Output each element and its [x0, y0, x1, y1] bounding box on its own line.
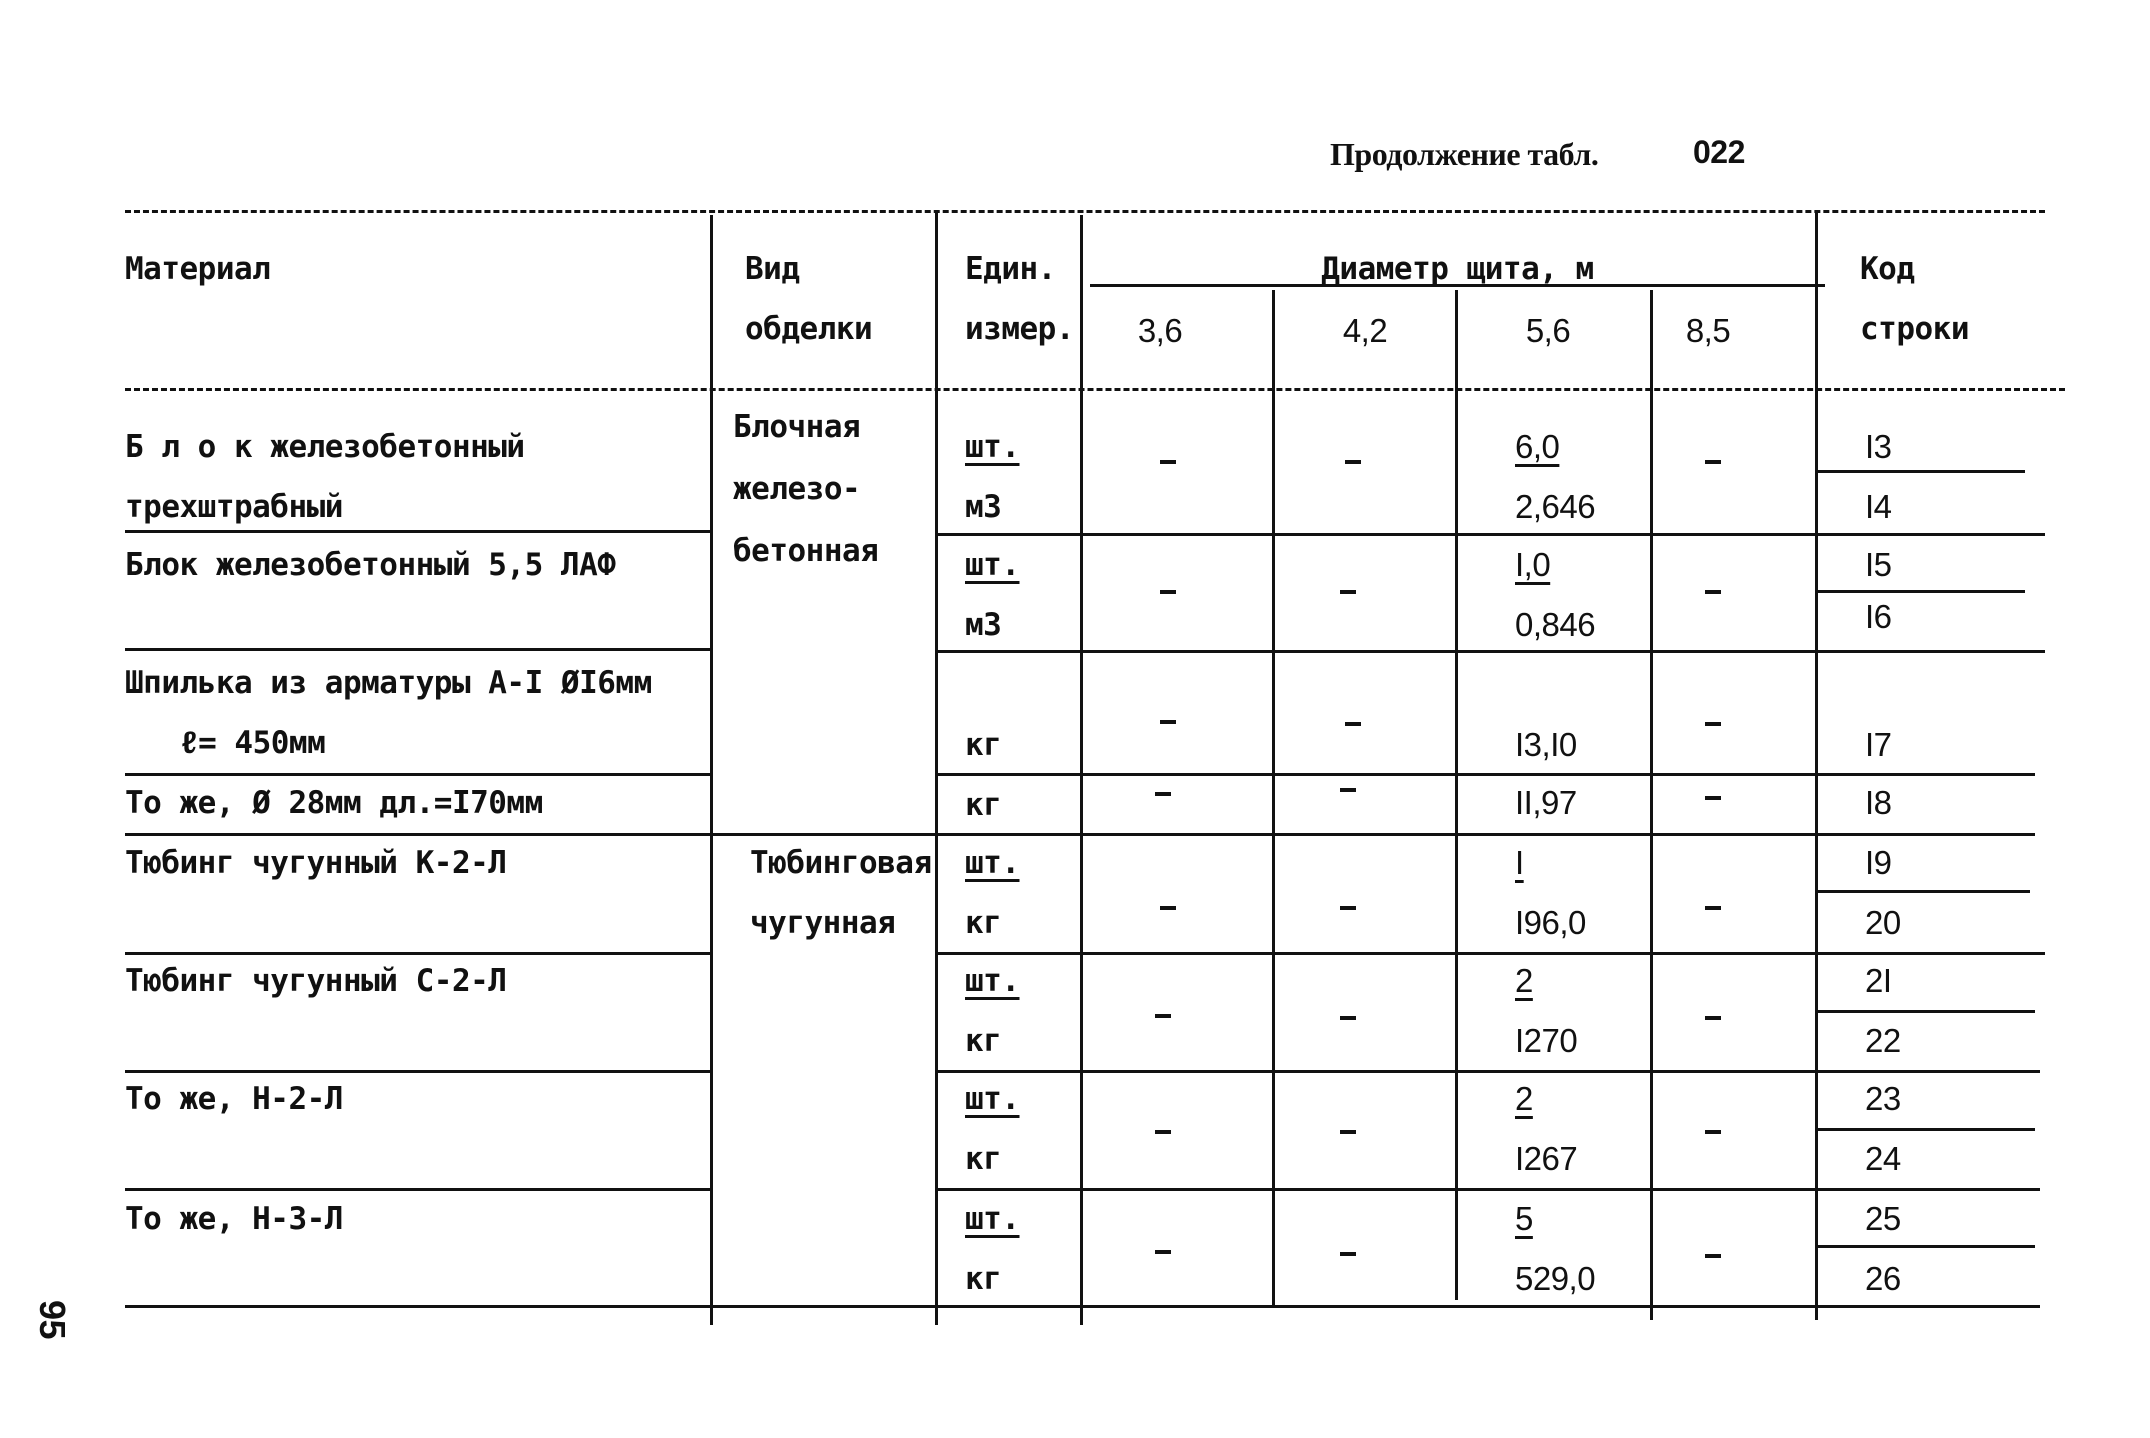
unit-label: шт. [965, 963, 1020, 999]
material-name: То же, Н-3-Л [125, 1201, 343, 1237]
unit-label: шт. [965, 429, 1020, 465]
empty-value-dash [1160, 460, 1176, 464]
row-rule [125, 648, 713, 651]
header-diameter-value: 5,6 [1525, 312, 1571, 349]
code-rule [1815, 1010, 2035, 1013]
row-rule [125, 773, 713, 776]
empty-value-dash [1340, 1016, 1356, 1020]
empty-value-dash [1340, 1252, 1356, 1256]
value-mass: I3,I0 [1515, 726, 1577, 763]
header-diameter-value: 4,2 [1342, 312, 1388, 349]
col-rule-d4 [1650, 290, 1653, 1320]
row-rule [935, 533, 1815, 536]
unit-label: кг [965, 787, 1002, 823]
material-name: То же, Н-2-Л [125, 1081, 343, 1117]
table-number: 022 [1693, 134, 1745, 170]
unit-label: кг [965, 727, 1002, 763]
header-finish: Вид [745, 251, 800, 287]
empty-value-dash [1705, 1254, 1721, 1258]
unit-label: шт. [965, 547, 1020, 583]
row-code: 23 [1865, 1080, 1901, 1117]
unit-label: шт. [965, 845, 1020, 881]
row-rule [935, 650, 1815, 653]
row-rule [125, 952, 713, 955]
value-mass: II,97 [1515, 784, 1577, 821]
empty-value-dash [1155, 1250, 1171, 1254]
finish-type-label: Блочная [733, 409, 861, 445]
row-code: I4 [1865, 488, 1892, 525]
value-count: 2 [1515, 1080, 1533, 1117]
empty-value-dash [1155, 792, 1171, 796]
empty-value-dash [1340, 590, 1356, 594]
row-code: 20 [1865, 904, 1901, 941]
unit-label: кг [965, 905, 1002, 941]
value-mass: I96,0 [1515, 904, 1586, 941]
finish-type-label: Тюбинговая [750, 845, 932, 881]
page-number: 95 [32, 1300, 73, 1340]
value-mass: I267 [1515, 1140, 1578, 1177]
top-dashed-rule [125, 210, 2045, 213]
empty-value-dash [1345, 460, 1361, 464]
finish-type-label: бетонная [733, 533, 879, 569]
unit-label: м3 [965, 607, 1002, 643]
code-rule [1815, 1188, 2040, 1191]
code-rule [1815, 650, 2045, 653]
empty-value-dash [1160, 590, 1176, 594]
code-rule [1815, 1245, 2035, 1248]
row-code: 25 [1865, 1200, 1901, 1237]
row-code: I5 [1865, 546, 1892, 583]
unit-label: шт. [965, 1201, 1020, 1237]
col-rule-d1 [1080, 215, 1083, 1325]
value-count: 5 [1515, 1200, 1533, 1237]
empty-value-dash [1705, 796, 1721, 800]
empty-value-dash [1155, 1014, 1171, 1018]
row-rule [935, 773, 1815, 776]
row-code: 26 [1865, 1260, 1901, 1297]
row-rule [125, 833, 2035, 836]
row-code: I7 [1865, 726, 1892, 763]
header-diameter-value: 8,5 [1685, 312, 1731, 349]
value-count: I [1515, 844, 1524, 881]
empty-value-dash [1160, 720, 1176, 724]
row-code: 22 [1865, 1022, 1901, 1059]
header-code: строки [1860, 311, 1969, 347]
header-unit: измер. [965, 311, 1074, 347]
row-code: 2I [1865, 962, 1892, 999]
empty-value-dash [1155, 1130, 1171, 1134]
header-diameter-value: 3,6 [1137, 312, 1183, 349]
header-finish: обделки [745, 311, 873, 347]
value-count: 2 [1515, 962, 1533, 999]
material-name: трехштрабный [125, 489, 343, 525]
material-name: ℓ= 450мм [180, 725, 326, 761]
material-name: Тюбинг чугунный К-2-Л [125, 845, 507, 881]
row-rule [125, 530, 713, 533]
header-code: Код [1860, 251, 1915, 287]
value-count: 6,0 [1515, 428, 1560, 465]
empty-value-dash [1340, 788, 1356, 792]
row-rule [935, 952, 1815, 955]
unit-label: шт. [965, 1081, 1020, 1117]
row-rule [935, 1188, 1815, 1191]
header-diameter: Диаметр щита, м [1321, 251, 1594, 287]
col-rule-d3 [1455, 290, 1458, 1300]
code-rule [1815, 773, 2035, 776]
empty-value-dash [1345, 722, 1361, 726]
material-name: Б л о к железобетонный [125, 429, 525, 465]
col-rule-finish [710, 215, 713, 1325]
value-mass: 529,0 [1515, 1260, 1596, 1297]
material-name: Тюбинг чугунный С-2-Л [125, 963, 507, 999]
material-name: Блок железобетонный 5,5 ЛАФ [125, 547, 616, 583]
row-code: I8 [1865, 784, 1892, 821]
unit-label: кг [965, 1141, 1002, 1177]
header-unit: Един. [965, 251, 1056, 287]
value-volume: 2,646 [1515, 488, 1596, 525]
row-rule [125, 1070, 713, 1073]
code-rule [1815, 952, 2045, 955]
row-rule [935, 1070, 1815, 1073]
empty-value-dash [1340, 906, 1356, 910]
finish-type-label: чугунная [750, 905, 896, 941]
empty-value-dash [1705, 590, 1721, 594]
row-code: I6 [1865, 598, 1892, 635]
unit-label: м3 [965, 489, 1002, 525]
value-volume: 0,846 [1515, 606, 1596, 643]
empty-value-dash [1160, 906, 1176, 910]
code-rule [1815, 470, 2025, 473]
col-rule-code [1815, 210, 1818, 1320]
value-count: I,0 [1515, 546, 1551, 583]
row-code: 24 [1865, 1140, 1901, 1177]
empty-value-dash [1705, 722, 1721, 726]
col-rule-d2 [1272, 290, 1275, 1305]
header-dashed-rule [125, 388, 2065, 391]
row-rule [125, 1188, 713, 1191]
code-rule [1815, 590, 2025, 593]
empty-value-dash [1705, 906, 1721, 910]
unit-label: кг [965, 1261, 1002, 1297]
row-code: I3 [1865, 428, 1892, 465]
empty-value-dash [1705, 460, 1721, 464]
empty-value-dash [1705, 1016, 1721, 1020]
code-rule [1815, 1070, 2040, 1073]
material-name: Шпилька из арматуры А-I ØI6мм [125, 665, 652, 701]
col-rule-unit [935, 210, 938, 1325]
table-caption: Продолжение табл. [1330, 136, 1599, 172]
empty-value-dash [1340, 1130, 1356, 1134]
code-rule [1815, 533, 2045, 536]
bottom-rule [125, 1305, 2040, 1308]
row-code: I9 [1865, 844, 1892, 881]
unit-label: кг [965, 1023, 1002, 1059]
code-rule [1815, 890, 2030, 893]
code-rule [1815, 1128, 2035, 1131]
value-mass: I270 [1515, 1022, 1578, 1059]
material-name: То же, Ø 28мм дл.=I70мм [125, 785, 543, 821]
header-material: Материал [125, 251, 271, 287]
empty-value-dash [1705, 1130, 1721, 1134]
finish-type-label: железо- [733, 471, 861, 507]
